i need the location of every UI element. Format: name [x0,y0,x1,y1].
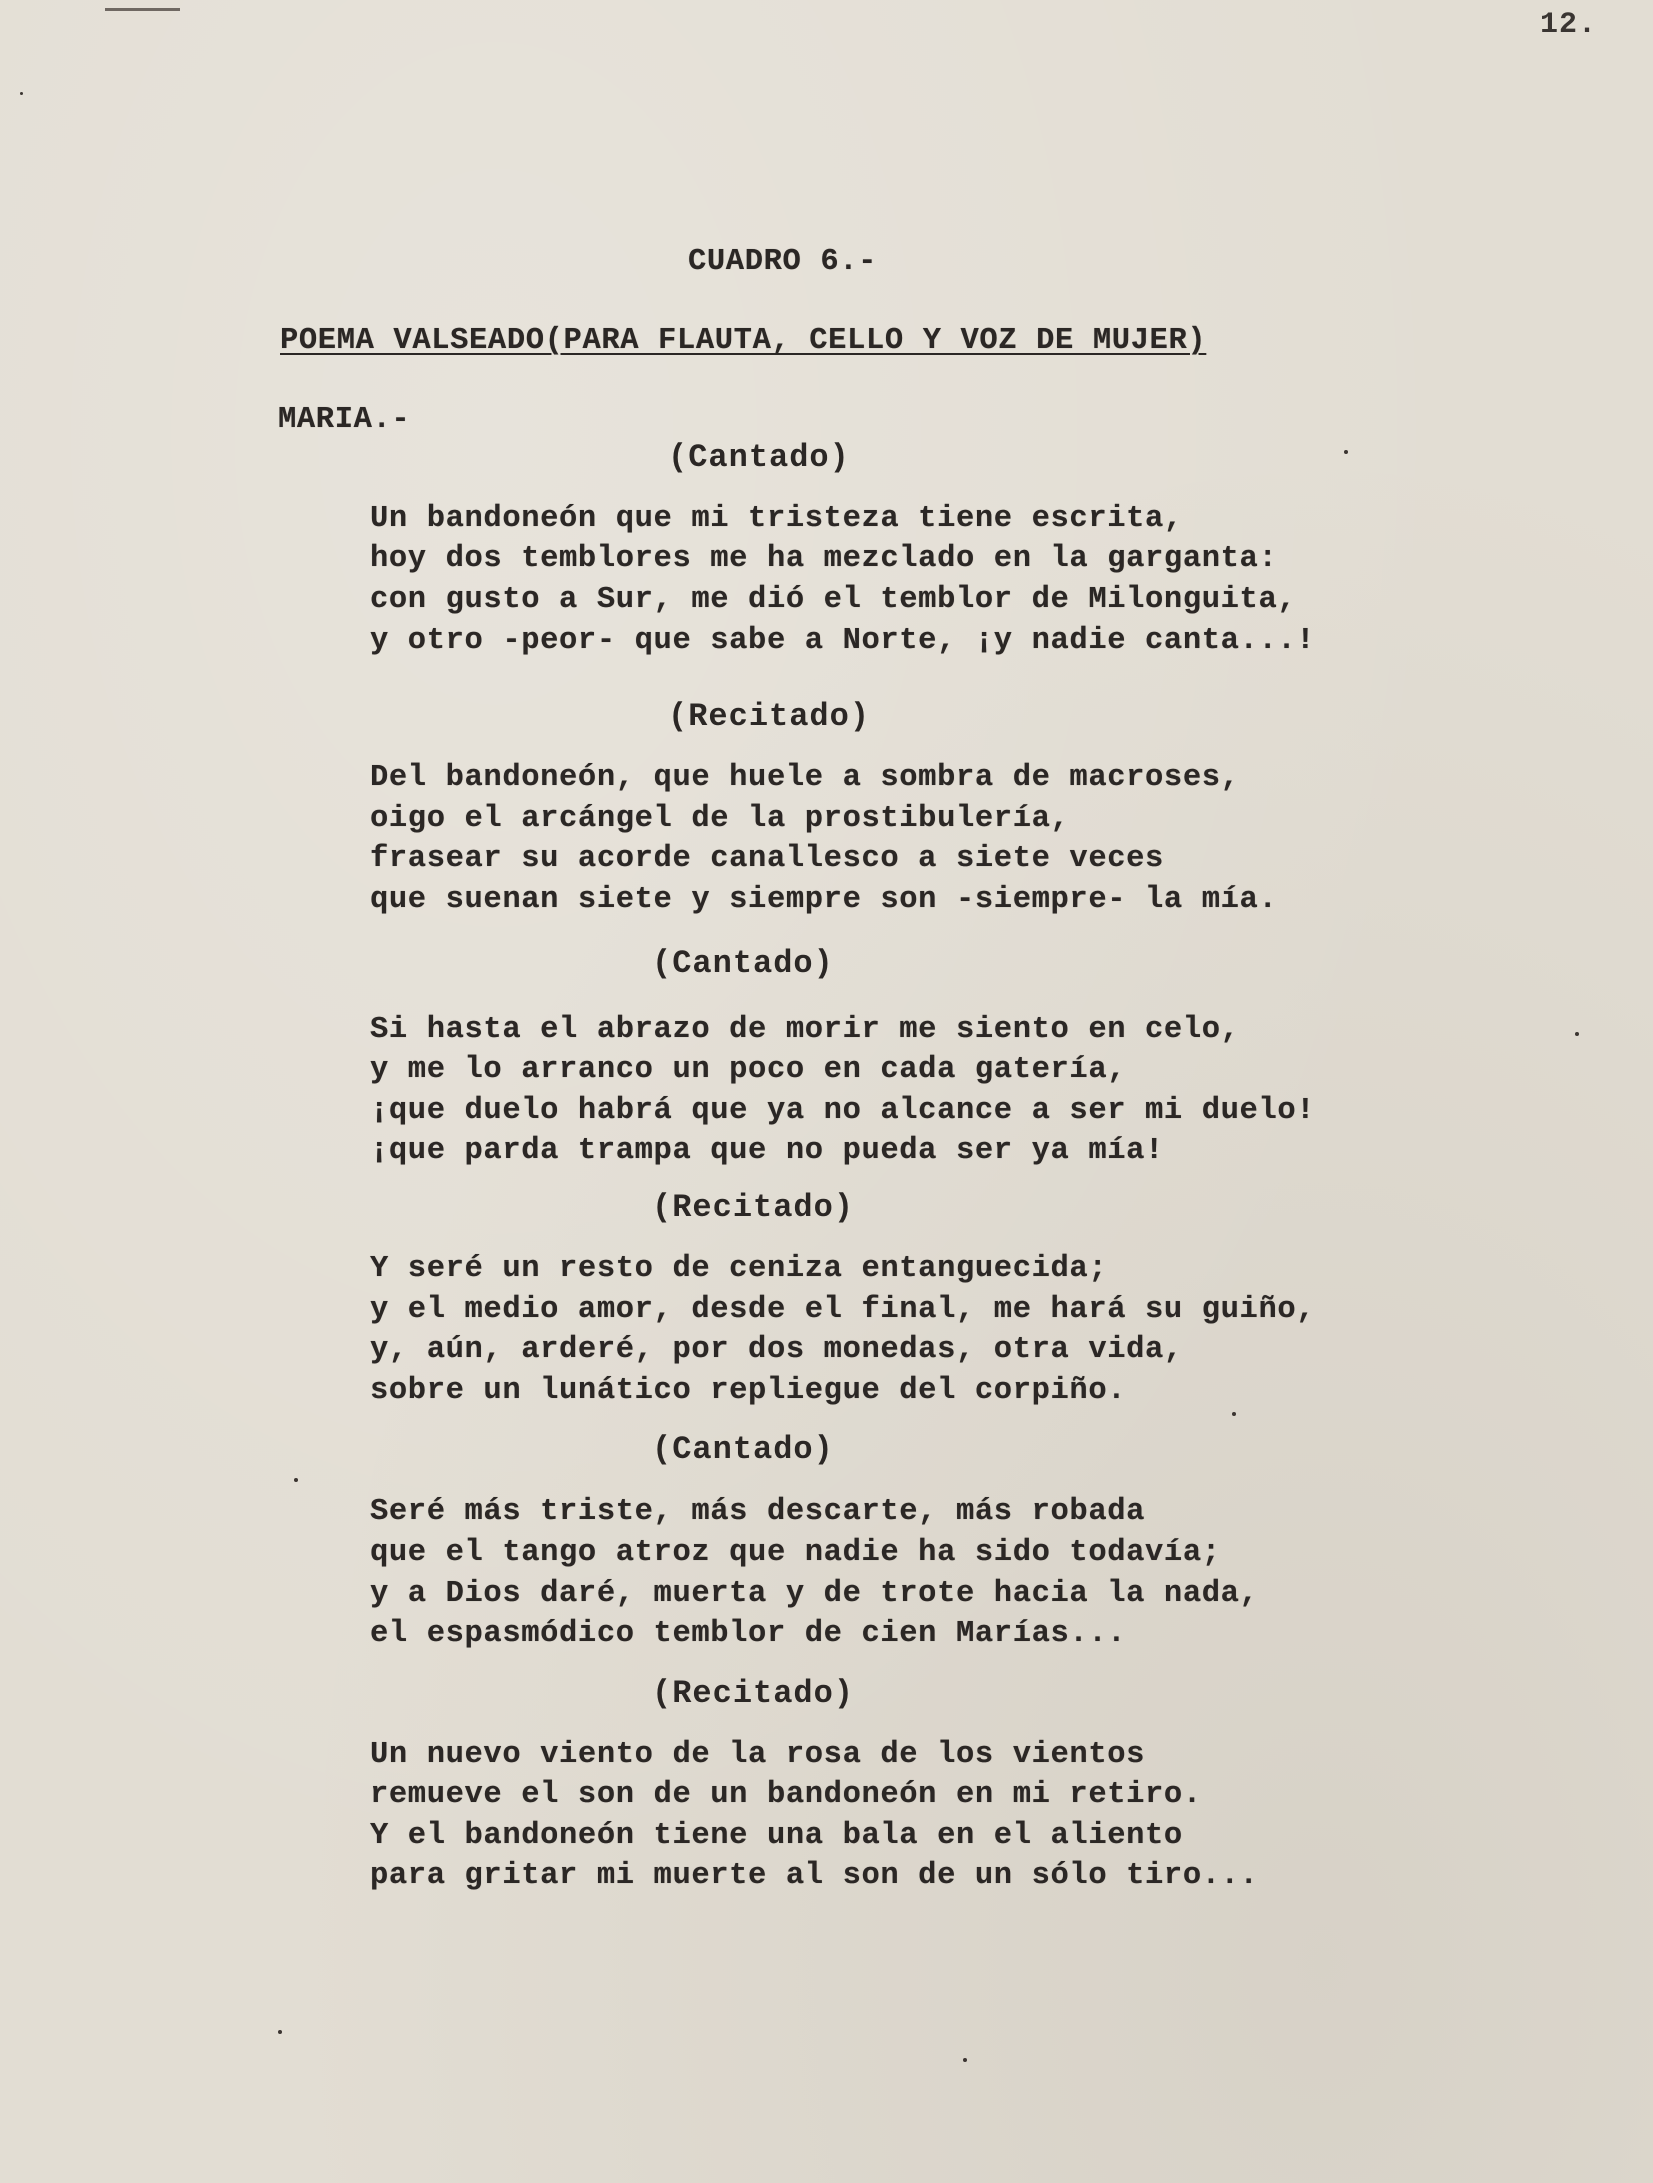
verse-line: y, aún, arderé, por dos monedas, otra vida, [370,1333,1183,1367]
stage-direction: (Recitado) [652,1675,855,1712]
verse-line: sobre un lunático repliegue del corpiño. [370,1374,1127,1408]
stage-direction: (Cantado) [668,439,850,476]
character-name: MARIA.- [278,403,411,437]
verse-line: y a Dios daré, muerta y de trote hacia la nada, [370,1577,1259,1611]
stage-direction: (Cantado) [652,1431,834,1468]
verse-line: para gritar mi muerte al son de un sólo tiro... [370,1859,1259,1893]
verse-line: Del bandoneón, que huele a sombra de macroses, [370,761,1240,795]
verse-line: con gusto a Sur, me dió el temblor de Milonguita, [370,583,1297,617]
verse-line: que suenan siete y siempre son -siempre- la mía. [370,883,1278,917]
paper-speck [1232,1412,1236,1416]
paper-speck [963,2058,967,2062]
verse-line: y otro -peor- que sabe a Norte, ¡y nadie canta...! [370,624,1316,658]
verse-line: Si hasta el abrazo de morir me siento en celo, [370,1013,1240,1047]
stage-direction: (Recitado) [668,698,871,735]
verse-line: Y el bandoneón tiene una bala en el aliento [370,1819,1183,1853]
paper-speck [20,92,23,95]
verse-line: oigo el arcángel de la prostibulería, [370,802,1070,836]
paper-speck [1344,450,1348,454]
stage-direction: (Recitado) [652,1189,855,1226]
verse-line: Seré más triste, más descarte, más robada [370,1495,1146,1529]
verse-line: ¡que duelo habrá que ya no alcance a ser mi duelo! [370,1094,1316,1128]
verse-line: remueve el son de un bandoneón en mi retiro. [370,1778,1202,1812]
verse-line: Y seré un resto de ceniza entanguecida; [370,1252,1108,1286]
verse-line: hoy dos temblores me ha mezclado en la garganta: [370,542,1278,576]
verse-line: el espasmódico temblor de cien Marías... [370,1617,1127,1651]
verse-line: Un nuevo viento de la rosa de los vientos [370,1738,1146,1772]
stage-direction: (Cantado) [652,945,834,982]
paper-speck [278,2030,282,2034]
paper-mark [105,8,180,11]
verse-line: frasear su acorde canallesco a siete veces [370,842,1164,876]
page-number: 12. [1540,8,1598,42]
verse-line: que el tango atroz que nadie ha sido todavía; [370,1536,1221,1570]
verse-line: y me lo arranco un poco en cada gatería, [370,1053,1127,1087]
paper-speck [294,1478,298,1482]
poem-subtitle: POEMA VALSEADO(PARA FLAUTA, CELLO Y VOZ DE MUJER) [280,324,1207,358]
verse-line: y el medio amor, desde el final, me hará su guiño, [370,1293,1316,1327]
verse-line: ¡que parda trampa que no pueda ser ya mía! [370,1134,1164,1168]
verse-line: Un bandoneón que mi tristeza tiene escrita, [370,502,1183,536]
scene-title: CUADRO 6.- [688,245,878,279]
paper-speck [1575,1032,1579,1036]
